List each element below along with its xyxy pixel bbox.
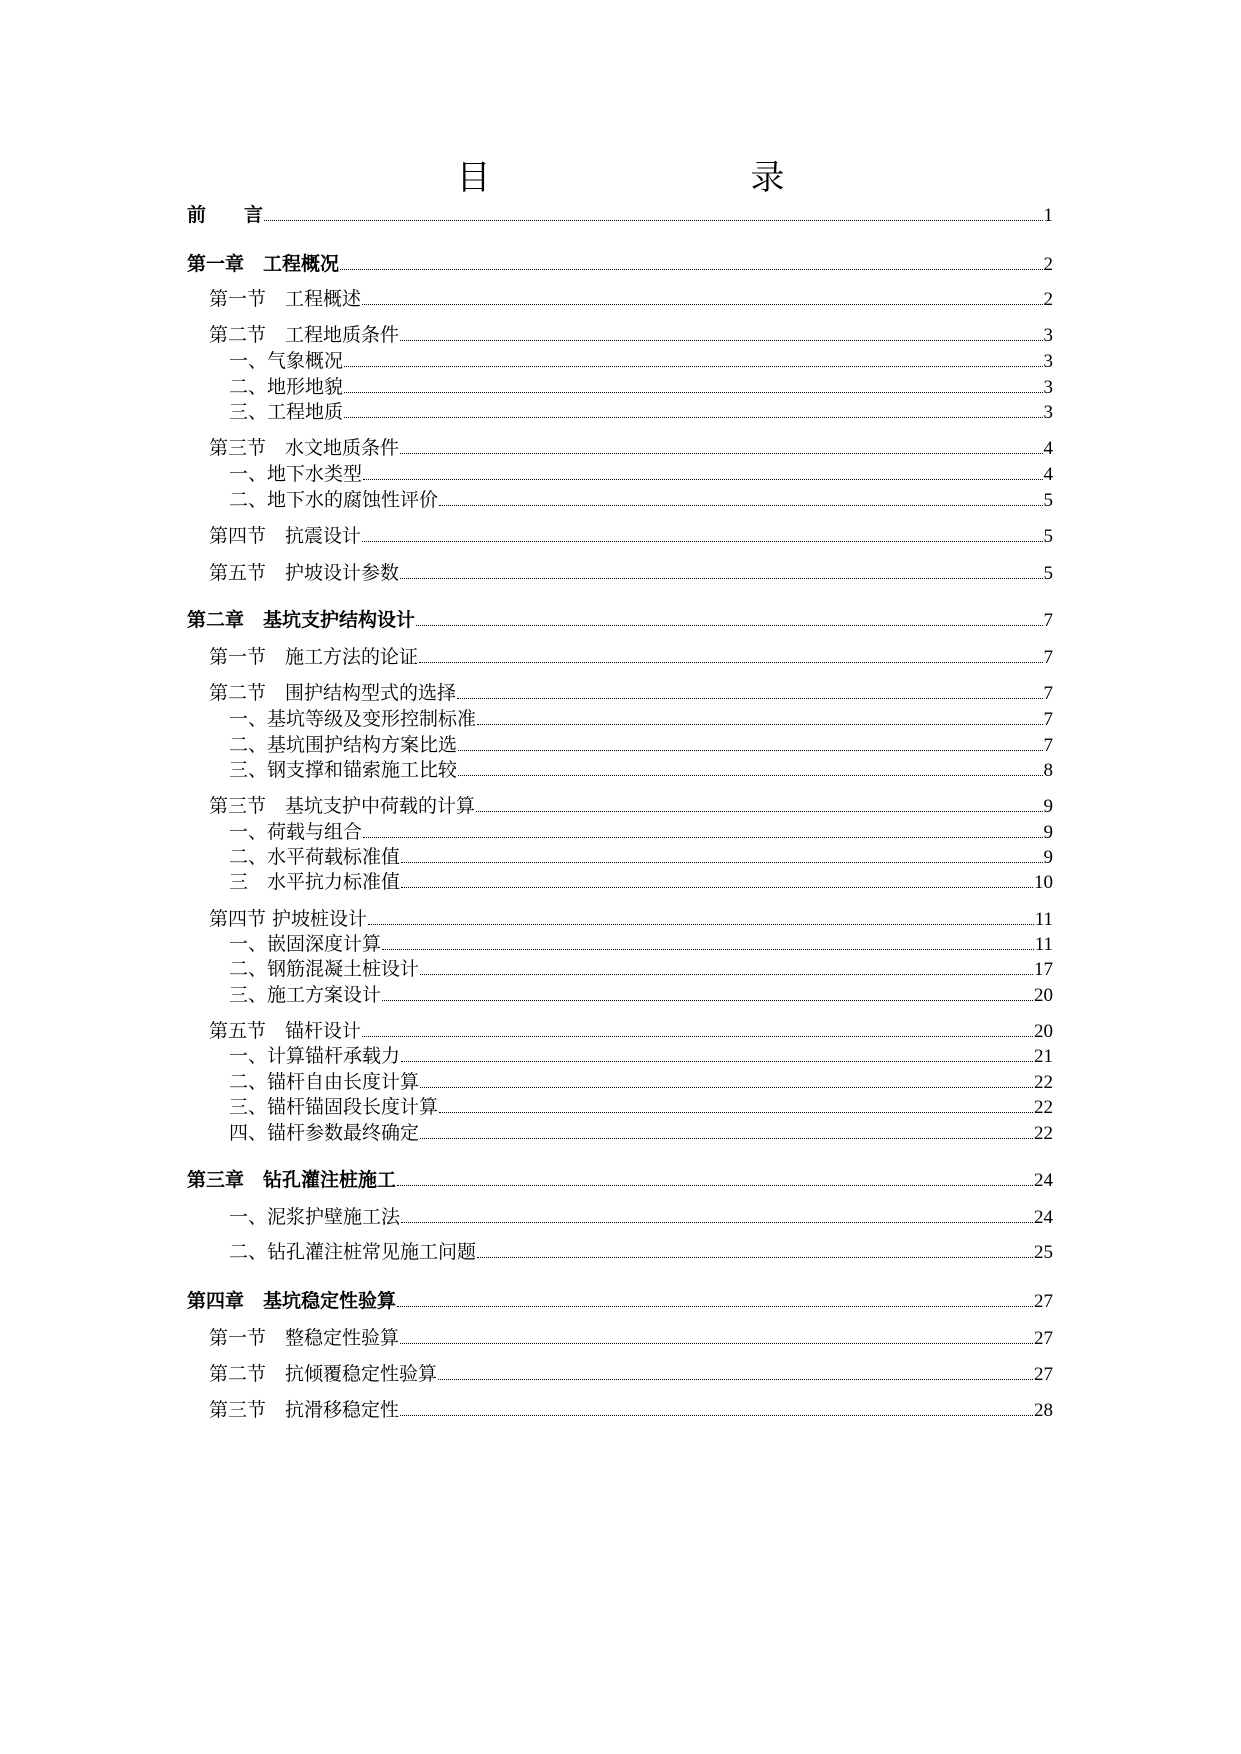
toc-entry-label: 二、基坑围护结构方案比选 [229,734,458,756]
dot-leader [400,577,1042,579]
toc-entry-page-number: 10 [1034,872,1053,893]
toc-entry-section[interactable] [209,681,1053,706]
toc-entry-page-number: 21 [1034,1046,1053,1067]
toc-entry-chapter[interactable] [187,608,1053,633]
toc-entry-page-number: 9 [1043,847,1053,868]
toc-entry-label: 二、地形地貌 [229,376,344,398]
toc-entry-item[interactable] [229,820,1053,845]
toc-entry-label: 第二节 围护结构型式的选择 [209,682,457,704]
toc-entry-label: 二、地下水的腐蚀性评价 [229,489,439,511]
toc-entry-page-number: 20 [1034,1021,1053,1042]
dot-leader [420,1086,1033,1088]
toc-entry-page-number: 28 [1034,1400,1053,1421]
dot-leader [264,219,1042,221]
toc-entry-item[interactable] [229,932,1053,957]
toc-entry-page-number: 9 [1043,796,1053,817]
toc-entry-page-number: 2 [1043,254,1053,275]
toc-entry-chapter[interactable] [187,1289,1053,1314]
toc-entry-label: 二、钢筋混凝土桩设计 [229,958,420,980]
toc-entry-label: 第一章 工程概况 [187,253,340,275]
toc-entry-section[interactable] [209,1362,1053,1387]
toc-entry-label: 第二节 抗倾覆稳定性验算 [209,1363,438,1385]
toc-entry-page-number: 3 [1043,325,1053,346]
toc-entry-page-number: 3 [1043,351,1053,372]
toc-entry-label: 一、荷载与组合 [229,821,363,843]
toc-entry-page-number: 4 [1043,464,1053,485]
toc-entry-page-number: 7 [1043,683,1053,704]
toc-entry-label: 第三章 钻孔灌注桩施工 [187,1169,397,1191]
dot-leader [382,948,1034,950]
toc-entry-chapter[interactable] [187,252,1053,277]
dot-leader [401,861,1042,863]
toc-entry-page-number: 8 [1043,760,1053,781]
toc-entry-label: 第二章 基坑支护结构设计 [187,609,416,631]
toc-entry-label: 二、钻孔灌注桩常见施工问题 [229,1241,477,1263]
toc-entry-label: 三、工程地质 [229,401,344,423]
dot-leader [382,999,1033,1001]
dot-leader [344,391,1042,393]
toc-entry-chapter[interactable] [187,203,1053,228]
toc-entry-page-number: 7 [1043,735,1053,756]
toc-entry-section[interactable] [209,323,1053,348]
toc-entry-page-number: 24 [1034,1207,1053,1228]
toc-entry-page-number: 5 [1043,526,1053,547]
toc-entry-page-number: 22 [1034,1072,1053,1093]
dot-leader [344,416,1042,418]
toc-entry-item[interactable] [229,349,1053,374]
dot-leader [477,723,1042,725]
dot-leader [397,1305,1033,1307]
toc-entry-label: 二、锚杆自由长度计算 [229,1071,420,1093]
toc-entry-page-number: 2 [1043,289,1053,310]
toc-entry-label: 三、施工方案设计 [229,984,382,1006]
toc-entry-page-number: 7 [1043,610,1053,631]
dot-leader [401,1060,1033,1062]
toc-entry-page-number: 27 [1034,1291,1053,1312]
toc-entry-label: 第五节 护坡设计参数 [209,562,400,584]
toc-entry-page-number: 11 [1034,909,1053,930]
toc-entry-page-number: 5 [1043,490,1053,511]
dot-leader [439,504,1042,506]
toc-entry-label: 第四节 抗震设计 [209,525,362,547]
toc-entry-section[interactable] [209,524,1053,549]
toc-entry-page-number: 3 [1043,402,1053,423]
toc-entry-item[interactable] [229,957,1053,982]
dot-leader [400,1342,1033,1344]
dot-leader [400,1414,1033,1416]
toc-entry-item[interactable] [229,1121,1053,1146]
toc-entry-label: 前 言 [187,204,264,226]
dot-leader [419,661,1042,663]
toc-entry-label: 第一节 施工方法的论证 [209,646,419,668]
dot-leader [458,749,1042,751]
toc-entry-label: 一、计算锚杆承载力 [229,1045,401,1067]
toc-entry-label: 二、水平荷载标准值 [229,846,401,868]
toc-entry-page-number: 11 [1034,934,1053,955]
toc-entry-label: 第二节 工程地质条件 [209,324,400,346]
toc-entry-page-number: 9 [1043,822,1053,843]
toc-entry-label: 第五节 锚杆设计 [209,1020,362,1042]
dot-leader [362,540,1042,542]
toc-entry-section[interactable] [209,645,1053,670]
toc-entry-page-number: 5 [1043,563,1053,584]
toc-entry-label: 四、锚杆参数最终确定 [229,1122,420,1144]
dot-leader [340,268,1042,270]
toc-entry-chapter[interactable] [187,1168,1053,1193]
toc-entry-label: 第三节 基坑支护中荷载的计算 [209,795,476,817]
toc-entry-label: 三 水平抗力标准值 [229,871,401,893]
dot-leader [416,624,1042,626]
toc-entry-label: 第一节 整稳定性验算 [209,1327,400,1349]
toc-entry-section[interactable] [209,287,1053,312]
toc-entry-page-number: 27 [1034,1364,1053,1385]
toc-entry-page-number: 20 [1034,985,1053,1006]
toc-entry-label: 第四章 基坑稳定性验算 [187,1290,397,1312]
toc-entry-item[interactable] [229,870,1053,895]
toc-entry-item[interactable] [229,1240,1053,1265]
toc-entry-page-number: 17 [1034,959,1053,980]
toc-entry-page-number: 22 [1034,1123,1053,1144]
toc-entry-item[interactable] [229,1205,1053,1230]
toc-entry-page-number: 22 [1034,1097,1053,1118]
toc-entry-section[interactable] [209,907,1053,932]
toc-entry-item[interactable] [229,983,1053,1008]
dot-leader [363,478,1042,480]
toc-entry-label: 第一节 工程概述 [209,288,362,310]
toc-entry-section[interactable] [209,1398,1053,1423]
dot-leader [420,973,1033,975]
toc-entry-section[interactable] [209,436,1053,461]
toc-entry-item[interactable] [229,758,1053,783]
dot-leader [397,1184,1033,1186]
toc-entry-label: 第四节 护坡桩设计 [209,908,368,930]
dot-leader [458,774,1042,776]
toc-entry-item[interactable] [229,488,1053,513]
dot-leader [439,1111,1033,1113]
toc-entry-section[interactable] [209,561,1053,586]
toc-entry-page-number: 4 [1043,438,1053,459]
toc-entry-label: 三、锚杆锚固段长度计算 [229,1096,439,1118]
toc-entry-label: 第三节 抗滑移稳定性 [209,1399,400,1421]
toc-entry-page-number: 1 [1043,205,1053,226]
toc-entry-item[interactable] [229,707,1053,732]
toc-entry-label: 一、泥浆护壁施工法 [229,1206,401,1228]
dot-leader [477,1256,1033,1258]
toc-entry-section[interactable] [209,1326,1053,1351]
toc-entry-label: 一、基坑等级及变形控制标准 [229,708,477,730]
toc-entry-item[interactable] [229,733,1053,758]
toc-entry-item[interactable] [229,375,1053,400]
toc-entry-label: 三、钢支撑和锚索施工比较 [229,759,458,781]
dot-leader [401,886,1033,888]
dot-leader [368,923,1034,925]
dot-leader [363,836,1042,838]
dot-leader [401,1221,1033,1223]
toc-entry-item[interactable] [229,1095,1053,1120]
toc-entry-item[interactable] [229,1070,1053,1095]
toc-entry-page-number: 3 [1043,377,1053,398]
toc-entry-label: 一、地下水类型 [229,463,363,485]
toc-entry-item[interactable] [229,462,1053,487]
toc-entry-section[interactable] [209,794,1053,819]
toc-entry-page-number: 7 [1043,647,1053,668]
dot-leader [420,1137,1033,1139]
dot-leader [476,810,1042,812]
dot-leader [438,1378,1033,1380]
toc-entry-item[interactable] [229,1044,1053,1069]
dot-leader [457,697,1042,699]
toc-entry-item[interactable] [229,400,1053,425]
page-title: 目 录 [456,158,849,198]
toc-entry-label: 一、嵌固深度计算 [229,933,382,955]
toc-entry-page-number: 25 [1034,1242,1053,1263]
toc-entry-section[interactable] [209,1019,1053,1044]
dot-leader [344,365,1042,367]
toc-entry-item[interactable] [229,845,1053,870]
dot-leader [362,1035,1033,1037]
toc-entry-page-number: 27 [1034,1328,1053,1349]
dot-leader [400,339,1042,341]
dot-leader [362,303,1042,305]
toc-entry-label: 第三节 水文地质条件 [209,437,400,459]
dot-leader [400,452,1042,454]
toc-entry-page-number: 24 [1034,1170,1053,1191]
toc-entry-label: 一、气象概况 [229,350,344,372]
toc-entry-page-number: 7 [1043,709,1053,730]
